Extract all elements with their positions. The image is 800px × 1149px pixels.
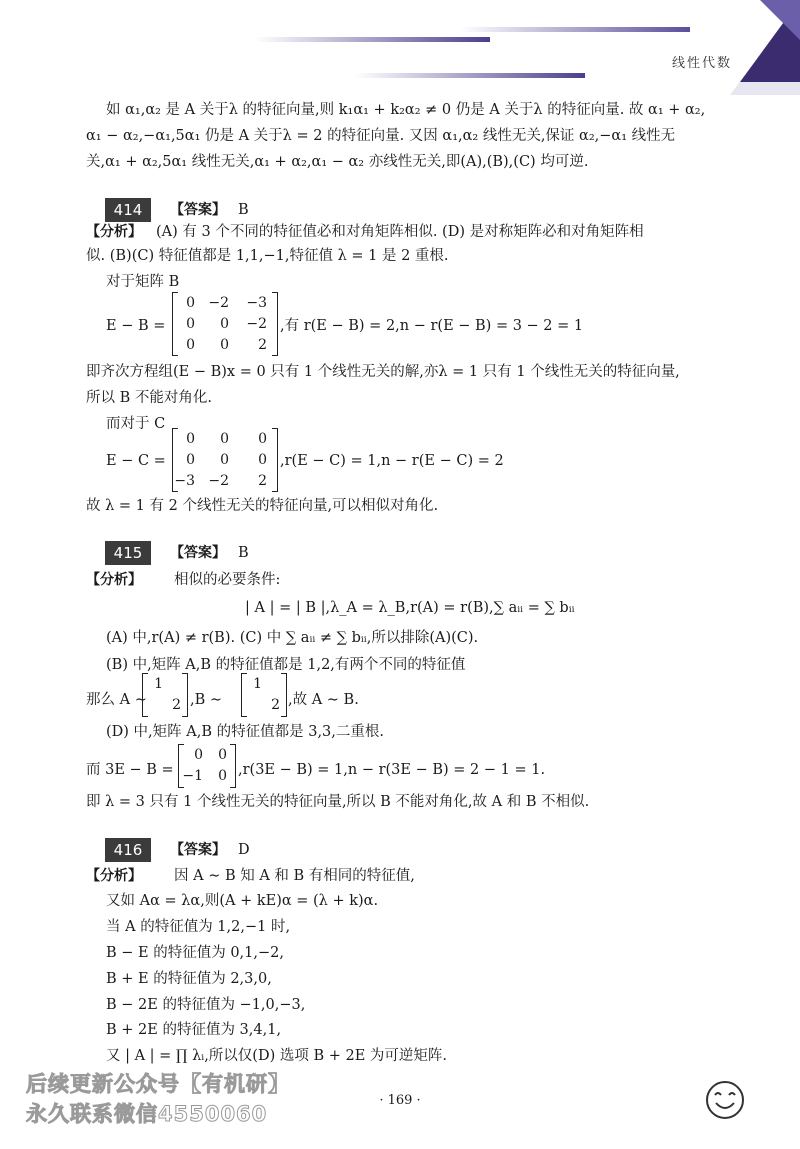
matrix-e-minus-b [172, 292, 278, 356]
matrix-cell: −3 [174, 473, 195, 489]
matrix-cell: 0 [186, 316, 195, 332]
analysis-line: ,B ∼ [190, 692, 223, 708]
matrix-e-minus-c [172, 428, 278, 492]
analysis-line: B − E 的特征值为 0,1,−2, [106, 945, 284, 961]
analysis-line: (D) 中,矩阵 A,B 的特征值都是 3,3,二重根. [106, 724, 384, 740]
analysis-line: 当 A 的特征值为 1,2,−1 时, [106, 919, 291, 935]
page-number: · 169 · [379, 1093, 421, 1108]
matrix-cell: 0 [186, 431, 195, 447]
matrix-cell: 0 [218, 768, 227, 784]
matrix-cell: 0 [258, 452, 267, 468]
analysis-line: 那么 A ∼ [86, 692, 147, 708]
equation-rhs: ,r(3E − B) = 1,n − r(3E − B) = 2 − 1 = 1. [238, 762, 546, 778]
question-number-badge: 414 [105, 198, 151, 222]
matrix-cell: 0 [220, 337, 229, 353]
matrix-cell: 2 [258, 337, 267, 353]
matrix-cell: 0 [186, 452, 195, 468]
header-stripe [460, 27, 690, 32]
matrix-cell: 2 [271, 697, 280, 713]
matrix-cell: 0 [218, 747, 227, 763]
matrix-cell: 2 [172, 697, 181, 713]
analysis-line: (A) 有 3 个不同的特征值必和对角矩阵相似. (D) 是对称矩阵必和对角矩阵相 [156, 224, 644, 240]
intro-line: α₁ − α₂,−α₁,5α₁ 仍是 A 关于λ = 2 的特征向量. 又因 α₁,α₂ 线性无关,保证 α₂,−α₁ 线性无 [86, 128, 676, 144]
matrix-cell: 0 [186, 337, 195, 353]
header-title: 线性代数 [671, 56, 732, 71]
page-header [0, 0, 800, 100]
matrix-cell: 0 [194, 747, 203, 763]
matrix-cell: −1 [182, 768, 203, 784]
question-number-badge: 416 [105, 838, 151, 862]
header-stripe [255, 37, 490, 42]
answer-value: D [238, 842, 250, 858]
header-stripe [355, 73, 585, 78]
matrix-3e-minus-b [178, 744, 236, 788]
matrix-cell: 0 [258, 431, 267, 447]
analysis-line: 相似的必要条件: [174, 572, 281, 588]
intro-line: 如 α₁,α₂ 是 A 关于λ 的特征向量,则 k₁α₁ + k₂α₂ ≠ 0 仍是 A 关于λ 的特征向量. 故 α₁ + α₂, [106, 102, 706, 118]
analysis-line: 又如 Aα = λα,则(A + kE)α = (λ + k)α. [106, 893, 379, 909]
analysis-label: 【分析】 [86, 868, 142, 884]
analysis-line: 又 | A | = ∏ λᵢ,所以仅(D) 选项 B + 2E 为可逆矩阵. [106, 1048, 448, 1064]
analysis-line: 即齐次方程组(E − B)x = 0 只有 1 个线性无关的解,亦λ = 1 只有 1 个线性无关的特征向量, [86, 364, 680, 380]
matrix-cell: 1 [154, 676, 163, 692]
equation-rhs: ,有 r(E − B) = 2,n − r(E − B) = 3 − 2 = 1 [280, 318, 584, 334]
watermark-line: 后续更新公众号【有机研】 [26, 1072, 290, 1096]
watermark-line: 永久联系微信4550060 [26, 1102, 268, 1126]
analysis-line: (B) 中,矩阵 A,B 的特征值都是 1,2,有两个不同的特征值 [106, 657, 466, 673]
analysis-line: 而对于 C [106, 416, 166, 432]
diag-matrix-a [142, 673, 188, 717]
analysis-label: 【分析】 [86, 224, 142, 240]
matrix-cell: −3 [246, 295, 267, 311]
analysis-line: B + 2E 的特征值为 3,4,1, [106, 1022, 282, 1038]
analysis-line: B + E 的特征值为 2,3,0, [106, 971, 272, 987]
matrix-cell: −2 [246, 316, 267, 332]
analysis-line: B − 2E 的特征值为 −1,0,−3, [106, 997, 306, 1013]
matrix-cell: 1 [253, 676, 262, 692]
equation-lhs: E − C = [106, 453, 166, 469]
diag-matrix-b [241, 673, 287, 717]
analysis-line: 因 A ∼ B 知 A 和 B 有相同的特征值, [174, 868, 415, 884]
analysis-line: 所以 B 不能对角化. [86, 390, 212, 406]
matrix-cell: 2 [258, 473, 267, 489]
matrix-cell: 0 [220, 431, 229, 447]
matrix-cell: 0 [220, 316, 229, 332]
answer-label: 【答案】 [170, 545, 226, 561]
intro-line: 关,α₁ + α₂,5α₁ 线性无关,α₁ + α₂,α₁ − α₂ 亦线性无关,即(A),(B),(C) 均可逆. [86, 154, 589, 170]
equation-lhs: E − B = [106, 318, 166, 334]
answer-label: 【答案】 [170, 202, 226, 218]
equation-rhs: ,r(E − C) = 1,n − r(E − C) = 2 [280, 453, 504, 469]
analysis-line: 即 λ = 3 只有 1 个线性无关的特征向量,所以 B 不能对角化,故 A 和 B 不相似. [86, 794, 590, 810]
smiley-face-icon [705, 1080, 745, 1120]
analysis-line: 对于矩阵 B [106, 274, 180, 290]
answer-value: B [238, 202, 249, 218]
matrix-cell: −2 [208, 473, 229, 489]
analysis-label: 【分析】 [86, 572, 142, 588]
similarity-conditions: | A | = | B |,λ_A = λ_B,r(A) = r(B),∑ aᵢᵢ = ∑ bᵢᵢ [245, 600, 575, 616]
analysis-line: ,故 A ∼ B. [288, 692, 359, 708]
analysis-line: 故 λ = 1 有 2 个线性无关的特征向量,可以相似对角化. [86, 498, 439, 514]
matrix-cell: −2 [208, 295, 229, 311]
analysis-line: 似. (B)(C) 特征值都是 1,1,−1,特征值 λ = 1 是 2 重根. [86, 248, 449, 264]
corner-triangle-icon [730, 0, 800, 95]
matrix-cell: 0 [220, 452, 229, 468]
equation-lhs: 而 3E − B = [86, 762, 174, 778]
matrix-cell: 0 [186, 295, 195, 311]
analysis-line: (A) 中,r(A) ≠ r(B). (C) 中 ∑ aᵢᵢ ≠ ∑ bᵢᵢ,所以排除(A)(C). [106, 630, 479, 646]
question-number-badge: 415 [105, 541, 151, 565]
answer-value: B [238, 545, 249, 561]
answer-label: 【答案】 [170, 842, 226, 858]
